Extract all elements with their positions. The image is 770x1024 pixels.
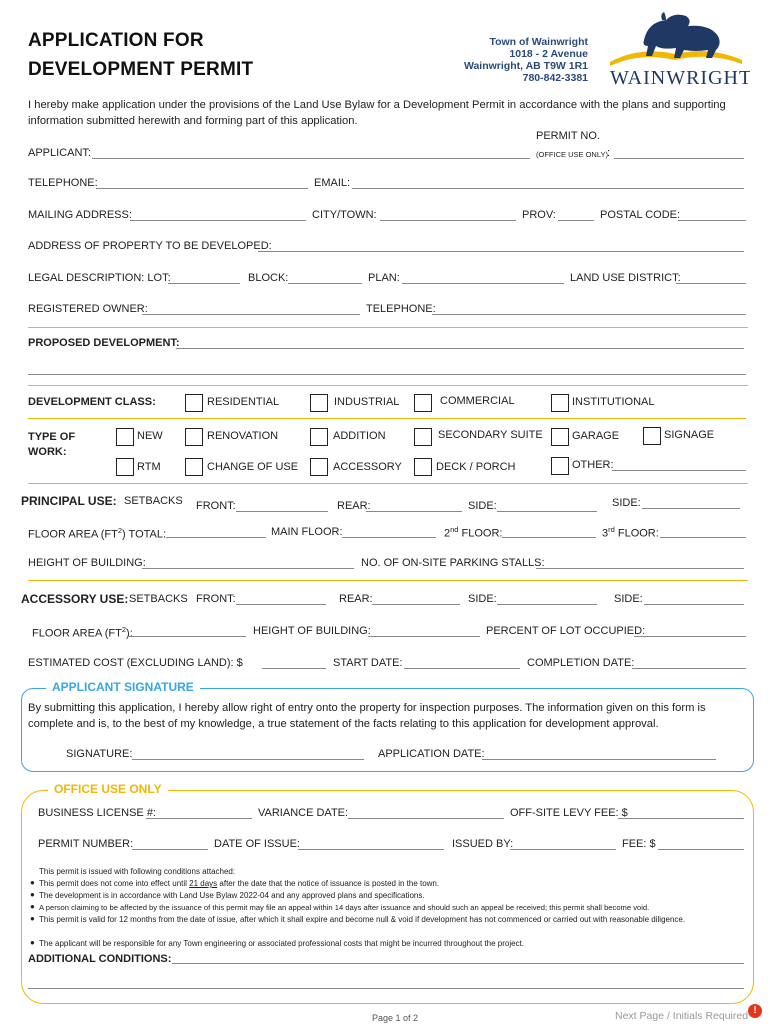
applicant-signature-heading: APPLICANT SIGNATURE [46,680,200,694]
bullet-icon: ● [30,914,35,923]
owner-telephone-label: TELEPHONE: [366,303,436,315]
type-of-work-label [28,430,75,460]
office-use-colon: : [607,147,611,159]
second-floor-field[interactable] [502,537,596,538]
third-floor-field[interactable] [660,537,746,538]
signage-checkbox[interactable] [643,427,661,445]
proposed-development-label: PROPOSED DEVELOPMENT: [28,337,180,349]
accessory-front-label: FRONT: [196,593,236,605]
principal-floor-area-label: FLOOR AREA $(FT^2)$ TOTAL: [28,526,167,541]
second-floor-label: 2nd FLOOR: [444,525,503,540]
industrial-checkbox[interactable] [310,394,328,412]
addition-label: ADDITION [333,430,386,442]
block-label: BLOCK: [248,272,289,284]
accessory-side1-field[interactable] [497,604,597,605]
accessory-height-field[interactable] [368,636,480,637]
application-date-label: APPLICATION DATE: [378,748,485,760]
other-checkbox[interactable] [551,457,569,475]
estimated-cost-label: ESTIMATED COST (EXCLUDING LAND): $ [28,657,243,669]
levy-fee-label: OFF-SITE LEVY FEE: $ [510,807,628,819]
signature-field[interactable] [132,759,364,760]
town-address [440,36,588,84]
wainwright-logo [600,10,750,90]
application-date-field[interactable] [482,759,716,760]
owner-telephone-field[interactable] [432,314,746,315]
email-label: EMAIL: [314,177,351,189]
city-field[interactable] [380,220,516,221]
title-line-1: APPLICATION FOR [28,30,204,51]
form-title [28,26,253,84]
principal-side2-label: SIDE: [612,497,641,509]
permit-no-label: PERMIT NO. [536,130,600,142]
percent-lot-label: PERCENT OF LOT OCCUPIED: [486,625,646,637]
parking-stalls-field[interactable] [536,568,744,569]
email-field[interactable] [352,188,744,189]
legal-lot-label: LEGAL DESCRIPTION: LOT: [28,272,171,284]
variance-date-field[interactable] [348,818,504,819]
bullet-icon: ● [30,890,35,899]
applicant-field[interactable] [92,158,530,159]
signature-statement: By submitting this application, I hereby allow right of entry onto the property for inspection purposes. The information given on this form is complete and is, to the best of my knowledge, a true statement of the facts relating to this application for development approval. [28,702,706,730]
property-address-field[interactable] [258,251,744,252]
prov-label: PROV: [522,209,556,221]
condition-5: The applicant will be responsible for any Town engineering or associated professional costs that might be incurred throughout the project. [39,939,525,948]
accessory-side2-label: SIDE: [614,593,643,605]
development-class-label: DEVELOPMENT CLASS: [28,396,156,408]
telephone-field[interactable] [96,188,308,189]
principal-setbacks-label: SETBACKS [124,495,183,507]
institutional-checkbox[interactable] [551,394,569,412]
principal-side1-field[interactable] [497,511,597,512]
principal-height-label: HEIGHT OF BUILDING: [28,557,146,569]
commercial-checkbox[interactable] [414,394,432,412]
renovation-checkbox[interactable] [185,428,203,446]
principal-front-field[interactable] [236,511,328,512]
rtm-checkbox[interactable] [116,458,134,476]
levy-fee-field[interactable] [618,818,744,819]
third-floor-label: 3rd FLOOR: [602,525,659,540]
dev-class-underline [28,418,746,419]
office-use-heading: OFFICE USE ONLY [48,782,168,796]
principal-total-field[interactable] [166,537,266,538]
section-divider [28,327,748,328]
block-field[interactable] [288,283,362,284]
condition-3: A person claiming to be affected by the issuance of this permit may file an appeal within 14 days after issuance and should such an appeal be received; this permit shall become void. [39,903,650,912]
condition-1: This permit does not come into effect until 21 days after the date that the notice of issuance is posted in the town. [39,879,440,888]
signage-label: SIGNAGE [664,429,715,441]
type-of-work-line-1: TYPE OF [28,431,76,443]
completion-date-field[interactable] [632,668,746,669]
change-of-use-label: CHANGE OF USE [207,461,299,473]
accessory-side1-label: SIDE: [468,593,497,605]
date-of-issue-field[interactable] [298,849,444,850]
date-of-issue-label: DATE OF ISSUE: [214,838,300,850]
town-street: 1018 - 2 Avenue [509,48,588,60]
office-use-note: (OFFICE USE ONLY) [536,150,608,159]
intro-text: I hereby make application under the provisions of the Land Use Bylaw for a Development Permit in accordance with the plans and supporting information submitted herewith and forming part of this application. [28,99,726,127]
accessory-front-field[interactable] [236,604,326,605]
business-license-field[interactable] [146,818,252,819]
permit-no-field[interactable] [614,158,744,159]
town-phone: 780-842-3381 [522,72,588,84]
type-of-work-line-2: WORK: [28,446,67,458]
fee-field[interactable] [658,849,744,850]
town-city: Wainwright, AB T9W 1R1 [463,60,588,72]
postal-code-label: POSTAL CODE: [600,209,681,221]
mailing-address-label: MAILING ADDRESS: [28,209,132,221]
lot-field[interactable] [168,283,240,284]
accessory-use-label: ACCESSORY USE: [21,592,129,606]
city-label: CITY/TOWN: [312,209,377,221]
accessory-side2-field[interactable] [644,604,744,605]
principal-height-field[interactable] [142,568,354,569]
issued-by-label: ISSUED BY: [452,838,514,850]
accessory-floor-area-label: FLOOR AREA $(FT^2)$: [32,625,133,640]
principal-rear-field[interactable] [366,511,462,512]
new-checkbox[interactable] [116,428,134,446]
secondary-suite-label: SECONDARY SUITE [438,429,543,441]
deck-porch-label: DECK / PORCH [436,461,516,473]
registered-owner-field[interactable] [142,314,360,315]
principal-rear-label: REAR: [337,500,371,512]
accessory-setbacks-label: SETBACKS [129,593,188,605]
accessory-rear-field[interactable] [372,604,460,605]
start-date-field[interactable] [404,668,520,669]
title-line-2: DEVELOPMENT PERMIT [28,59,254,80]
section-divider [28,483,748,484]
mailing-address-field[interactable] [130,220,306,221]
additional-conditions-label: ADDITIONAL CONDITIONS: [28,953,172,965]
permit-number-label: PERMIT NUMBER: [38,838,134,850]
svg-text:WAINWRIGHT: WAINWRIGHT [610,67,750,89]
bullet-icon: ● [30,878,35,887]
garage-checkbox[interactable] [551,428,569,446]
bullet-icon: ● [30,902,35,911]
secondary-suite-checkbox[interactable] [414,428,432,446]
residential-checkbox[interactable] [185,394,203,412]
accessory-height-label: HEIGHT OF BUILDING: [253,625,371,637]
principal-side1-label: SIDE: [468,500,497,512]
postal-code-field[interactable] [678,220,746,221]
main-floor-label: MAIN FLOOR: [271,526,343,538]
start-date-label: START DATE: [333,657,403,669]
prov-field[interactable] [558,220,594,221]
alert-icon: ! [748,1004,762,1018]
conditions-intro: This permit is issued with following conditions attached: [39,867,236,876]
issued-by-field[interactable] [510,849,616,850]
renovation-label: RENOVATION [207,430,279,442]
land-use-district-label: LAND USE DISTRICT: [570,272,681,284]
bison-logo-icon [600,10,750,90]
proposed-development-field-1[interactable] [176,348,744,349]
other-label: OTHER: [572,459,614,471]
institutional-label: INSTITUTIONAL [572,396,655,408]
residential-label: RESIDENTIAL [207,396,280,408]
industrial-label: INDUSTRIAL [334,396,400,408]
property-address-label: ADDRESS OF PROPERTY TO BE DEVELOPED: [28,240,272,252]
completion-date-label: COMPLETION DATE: [527,657,635,669]
rtm-label: RTM [137,461,161,473]
principal-use-label: PRINCIPAL USE: [21,494,117,508]
business-license-label: BUSINESS LICENSE #: [38,807,156,819]
signature-label: SIGNATURE: [66,748,133,760]
accessory-floor-area-field[interactable] [128,636,246,637]
other-field[interactable] [612,470,746,471]
registered-owner-label: REGISTERED OWNER: [28,303,148,315]
condition-2: The development is in accordance with Land Use Bylaw 2022-04 and any approved plans and specifications. [39,891,425,900]
accessory-checkbox[interactable] [310,458,328,476]
plan-field[interactable] [402,283,564,284]
addition-checkbox[interactable] [310,428,328,446]
variance-date-label: VARIANCE DATE: [258,807,349,819]
page-number: Page 1 of 2 [372,1013,419,1023]
new-label: NEW [137,430,163,442]
estimated-cost-field[interactable] [262,668,326,669]
additional-conditions-field-1[interactable] [172,963,744,964]
proposed-development-field-2[interactable] [28,374,746,375]
accessory-label: ACCESSORY [333,461,402,473]
plan-label: PLAN: [368,272,400,284]
parking-stalls-label: NO. OF ON-SITE PARKING STALLS: [361,557,545,569]
permit-number-field[interactable] [132,849,208,850]
commercial-label: COMMERCIAL [440,395,515,407]
town-name: Town of Wainwright [489,36,588,48]
garage-label: GARAGE [572,430,620,442]
accessory-rear-label: REAR: [339,593,373,605]
section-divider [28,385,748,386]
bullet-icon: ● [30,938,35,947]
additional-conditions-field-2[interactable] [28,988,744,989]
percent-lot-field[interactable] [634,636,746,637]
principal-front-label: FRONT: [196,500,236,512]
change-of-use-checkbox[interactable] [185,458,203,476]
deck-porch-checkbox[interactable] [414,458,432,476]
condition-4: This permit is valid for 12 months from the date of issue, after which it shall expire and become null & void if development has not commenced or carried out with reasonable diligence. [39,915,686,924]
main-floor-field[interactable] [342,537,436,538]
telephone-label: TELEPHONE: [28,177,98,189]
principal-side2-field[interactable] [642,508,740,509]
fee-label: FEE: $ [622,838,656,850]
next-page-note: Next Page / Initials Required [615,1010,749,1022]
applicant-label: APPLICANT: [28,147,91,159]
section-divider [28,580,748,581]
land-use-district-field[interactable] [676,283,746,284]
